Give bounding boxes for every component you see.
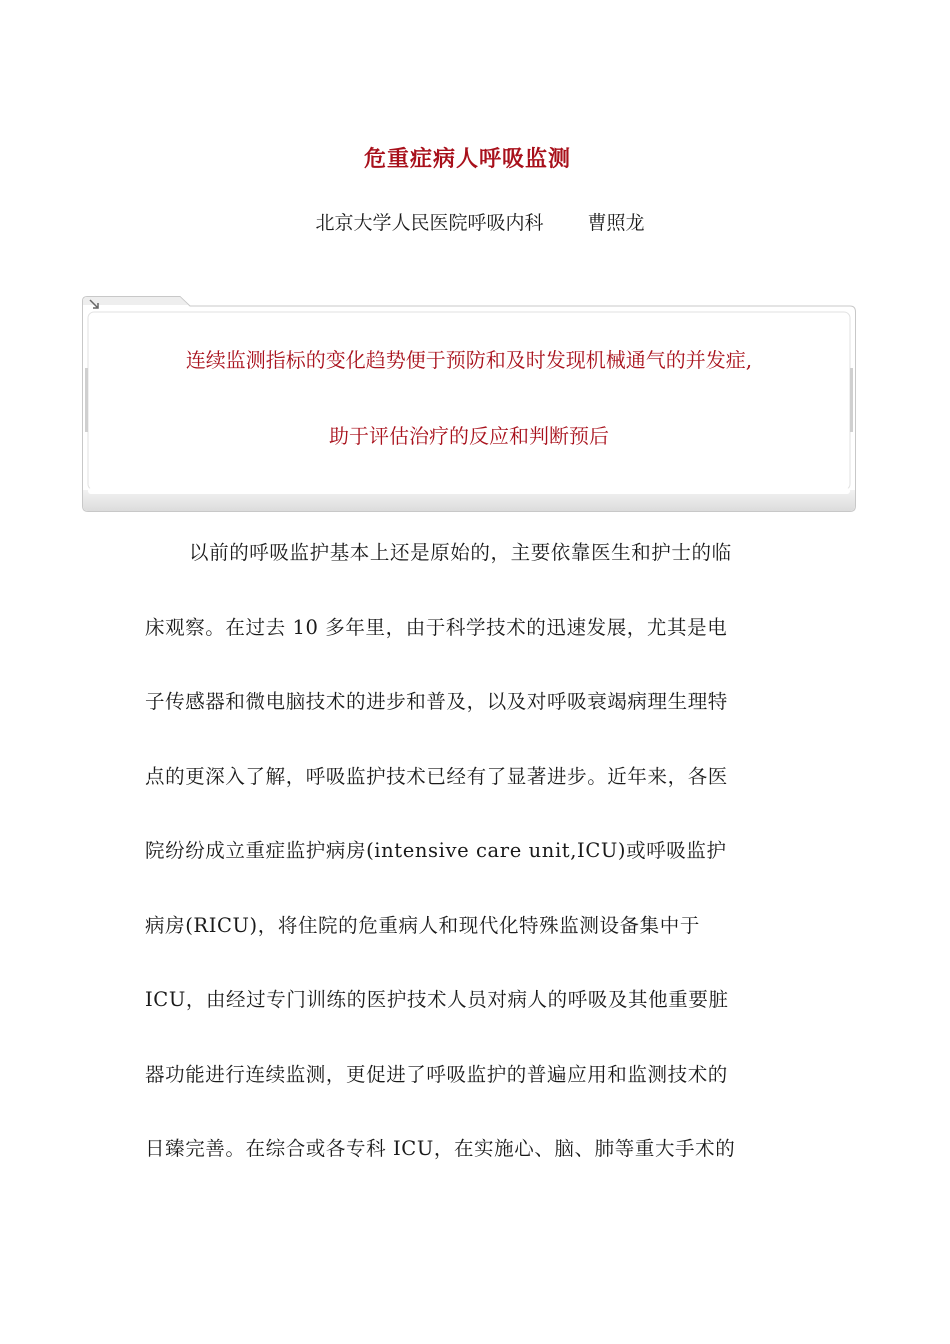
author-name: 曹照龙 bbox=[587, 212, 645, 234]
callout-frame bbox=[82, 296, 856, 512]
author-line bbox=[0, 208, 950, 235]
arrow-down-right-icon bbox=[89, 299, 101, 311]
body-line: 病房(RICU)，将住院的危重病人和现代化特殊监测设备集中于 bbox=[145, 913, 700, 937]
body-line: 日臻完善。在综合或各专科 ICU，在实施心、脑、肺等重大手术的 bbox=[145, 1137, 736, 1160]
body-line: 以前的呼吸监护基本上还是原始的，主要依靠医生和护士的临 bbox=[189, 541, 732, 564]
body-line: ICU，由经过专门训练的医护技术人员对病人的呼吸及其他重要脏 bbox=[145, 988, 729, 1011]
body-line: 点的更深入了解，呼吸监护技术已经有了显著进步。近年来，各医 bbox=[145, 764, 728, 788]
body-line: 器功能进行连续监测，更促进了呼吸监护的普遍应用和监测技术的 bbox=[145, 1062, 728, 1086]
author-department: 北京大学人民医院呼吸内科 bbox=[315, 212, 544, 234]
callout-line-2: 助于评估治疗的反应和判断预后 bbox=[329, 424, 609, 448]
document-title: 危重症病人呼吸监测 bbox=[363, 146, 571, 172]
callout-line-1: 连续监测指标的变化趋势便于预防和及时发现机械通气的并发症, bbox=[185, 348, 753, 372]
body-paragraph bbox=[145, 533, 805, 1204]
body-line: 子传感器和微电脑技术的进步和普及，以及对呼吸衰竭病理生理特 bbox=[145, 690, 728, 713]
body-line: 床观察。在过去 10 多年里，由于科学技术的迅速发展，尤其是电 bbox=[145, 615, 728, 639]
callout-box bbox=[82, 296, 856, 512]
body-line: 院纷纷成立重症监护病房(intensive care unit,ICU)或呼吸监护 bbox=[145, 839, 727, 862]
